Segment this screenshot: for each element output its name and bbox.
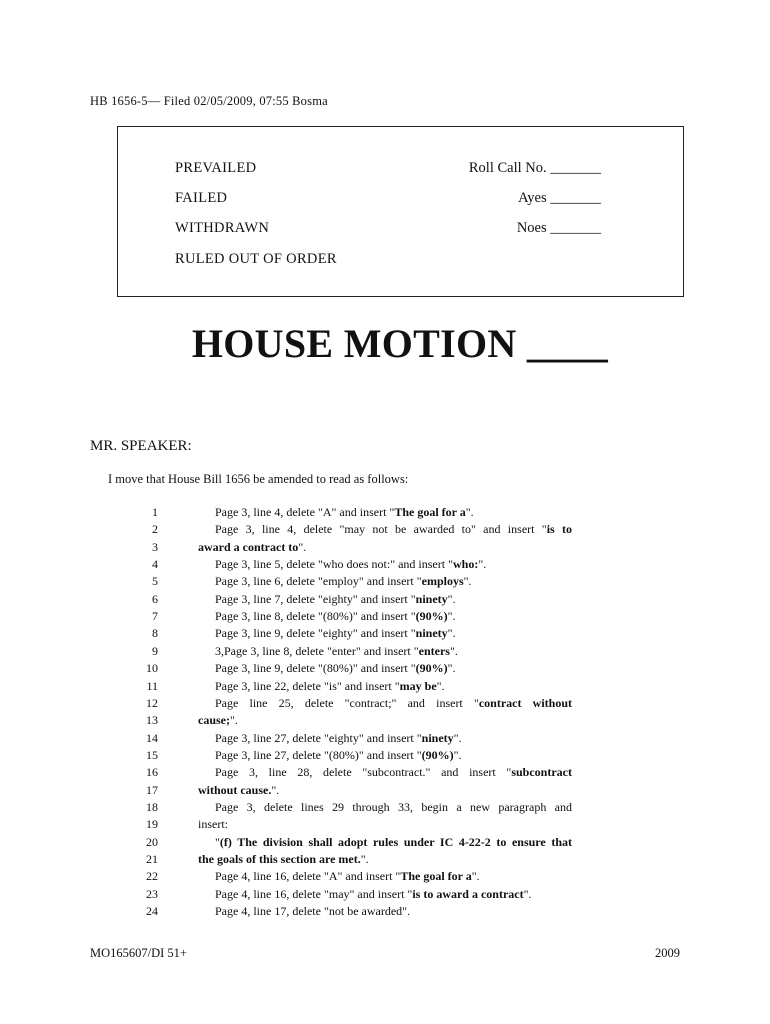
line-number: 12	[146, 695, 158, 710]
inserted-text: subcontract	[511, 765, 572, 780]
status-failed: FAILED	[175, 190, 228, 206]
inserted-text: ninety	[415, 626, 448, 641]
line-text	[198, 713, 572, 728]
line-number: 3	[152, 539, 158, 554]
numbered-line	[0, 713, 770, 730]
line-text	[215, 644, 572, 659]
inserted-text: is to award a contract	[412, 886, 524, 901]
line-number: 8	[152, 626, 158, 641]
salutation: MR. SPEAKER:	[90, 438, 192, 454]
inserted-text: The goal for a	[400, 869, 472, 884]
numbered-line	[0, 887, 770, 904]
line-number: 17	[146, 782, 158, 797]
roll-call-number: Roll Call No. _______	[468, 160, 601, 176]
amendment-text: ".	[449, 643, 458, 658]
line-number: 7	[152, 609, 158, 624]
line-text	[215, 557, 572, 572]
numbered-line	[0, 835, 770, 852]
line-number: 18	[146, 799, 158, 814]
line-text	[215, 696, 572, 711]
numbered-line	[0, 800, 770, 817]
line-text	[215, 626, 572, 641]
page-title: HOUSE MOTION ____	[191, 321, 609, 366]
amendment-text: Page 3, line 28, delete "subcontract." and insert "	[215, 765, 512, 780]
amendment-text: ".	[436, 678, 445, 693]
line-number: 15	[146, 747, 158, 762]
document-id: MO165607/DI 51+	[90, 946, 187, 960]
inserted-text: employs	[421, 574, 464, 589]
amendment-text: Page 3, line 4, delete "A" and insert "	[215, 505, 395, 519]
line-text	[215, 748, 572, 763]
line-number: 20	[146, 834, 158, 849]
line-number: 11	[146, 678, 158, 693]
numbered-line	[0, 522, 770, 539]
amendment-text: ".	[447, 661, 456, 676]
numbered-line	[0, 817, 770, 834]
line-text	[215, 904, 572, 919]
numbered-line	[0, 696, 770, 713]
amendment-text: ".	[463, 574, 472, 589]
amendment-text: ".	[360, 852, 369, 866]
numbered-line	[0, 679, 770, 696]
amendment-text: Page 3, line 6, delete "employ" and insert "	[215, 574, 422, 589]
inserted-text: contract without	[478, 695, 573, 710]
line-number: 5	[152, 574, 158, 589]
amendment-text: Page 3, line 27, delete "eighty" and insert "	[215, 730, 422, 745]
line-text	[215, 574, 572, 589]
line-number: 16	[146, 765, 158, 780]
amendment-text: ".	[471, 869, 480, 884]
amendment-text: Page 3, line 8, delete "(80%)" and insert "	[215, 609, 416, 624]
line-text	[215, 679, 572, 694]
inserted-text: (f) The division shall adopt rules under IC 4-22-2 to ensure that	[219, 834, 572, 849]
line-text	[215, 609, 572, 624]
line-text	[198, 540, 572, 555]
amendment-text: ".	[447, 626, 456, 641]
numbered-line	[0, 731, 770, 748]
noes-count: Noes _______	[516, 220, 601, 236]
amendment-text: ".	[453, 747, 462, 762]
numbered-line	[0, 904, 770, 921]
inserted-text: ninety	[421, 730, 454, 745]
line-text	[198, 817, 572, 832]
line-number: 2	[152, 522, 158, 537]
inserted-text: is to	[546, 522, 572, 537]
numbered-line	[0, 869, 770, 886]
amendment-text: ".	[465, 505, 474, 519]
amendment-text: ".	[447, 591, 456, 606]
motion-intro: I move that House Bill 1656 be amended to read as follows:	[108, 472, 409, 486]
amendment-text: ".	[230, 713, 238, 728]
status-prevailed: PREVAILED	[175, 160, 257, 176]
line-number: 1	[152, 505, 158, 519]
inserted-text: award a contract to	[198, 539, 299, 554]
numbered-line	[0, 626, 770, 643]
status-withdrawn: WITHDRAWN	[175, 220, 270, 236]
inserted-text: (90%)	[421, 747, 454, 762]
amendment-text: 3,Page 3, line 8, delete "enter" and insert "	[215, 643, 419, 658]
inserted-text: without cause.	[198, 782, 272, 797]
line-text	[215, 869, 572, 884]
amendment-text: "	[215, 834, 220, 849]
amendment-text: Page 3, line 22, delete "is" and insert "	[215, 678, 400, 693]
line-number: 19	[146, 817, 158, 832]
amendment-text: Page 3, line 9, delete "(80%)" and insert "	[215, 661, 416, 676]
numbered-line	[0, 644, 770, 661]
amendment-text: Page 4, line 17, delete "not be awarded".	[215, 904, 411, 919]
footer-year: 2009	[655, 946, 680, 960]
amendment-text: Page 3, delete lines 29 through 33, begin a new paragraph and	[215, 799, 572, 814]
ayes-count: Ayes _______	[518, 190, 601, 206]
status-ruled-out-of-order: RULED OUT OF ORDER	[175, 251, 337, 267]
amendment-text: ".	[453, 730, 462, 745]
amendment-text: ".	[523, 886, 532, 901]
inserted-text: The goal for a	[394, 505, 466, 519]
line-text	[215, 731, 572, 746]
line-text	[215, 522, 572, 537]
line-text	[215, 505, 572, 520]
numbered-line	[0, 783, 770, 800]
line-number: 24	[146, 904, 158, 919]
line-number: 4	[152, 557, 158, 572]
amendment-text: Page 3, line 27, delete "(80%)" and insert "	[215, 747, 422, 762]
inserted-text: (90%)	[415, 609, 448, 624]
amendment-text: Page 3, line 5, delete "who does not:" and insert "	[215, 557, 453, 572]
line-number: 10	[146, 661, 158, 676]
numbered-line	[0, 852, 770, 869]
line-number: 9	[152, 643, 158, 658]
numbered-line	[0, 557, 770, 574]
line-text	[198, 783, 572, 798]
amendment-text: Page 3, line 4, delete "may not be awarded to" and insert "	[215, 522, 547, 537]
line-text	[215, 661, 572, 676]
amendment-text: Page 4, line 16, delete "A" and insert "	[215, 869, 401, 884]
amendment-text: Page line 25, delete "contract;" and insert "	[215, 695, 479, 710]
line-text	[215, 592, 572, 607]
inserted-text: (90%)	[415, 661, 448, 676]
amendment-text: ".	[478, 557, 487, 572]
line-text	[215, 887, 572, 902]
inserted-text: who:	[452, 557, 479, 572]
numbered-line	[0, 765, 770, 782]
inserted-text: enters	[418, 643, 450, 658]
inserted-text: may be	[399, 678, 437, 693]
numbered-line	[0, 505, 770, 522]
amendment-text: Page 4, line 16, delete "may" and insert "	[215, 886, 413, 901]
inserted-text: the goals of this section are met.	[198, 852, 361, 866]
numbered-line	[0, 592, 770, 609]
numbered-line	[0, 748, 770, 765]
line-number: 21	[146, 852, 158, 866]
amendment-text: Page 3, line 9, delete "eighty" and insert "	[215, 626, 416, 641]
line-text	[215, 765, 572, 780]
amendment-text: Page 3, line 7, delete "eighty" and insert "	[215, 591, 416, 606]
numbered-line	[0, 574, 770, 591]
inserted-text: ninety	[415, 591, 448, 606]
line-number: 6	[152, 591, 158, 606]
amendment-text: insert:	[198, 817, 228, 832]
vote-status-box	[117, 126, 684, 297]
amendment-text: ".	[447, 609, 456, 624]
numbered-line	[0, 609, 770, 626]
amendment-text: ".	[298, 539, 307, 554]
line-number: 23	[146, 886, 158, 901]
filing-header: HB 1656-5— Filed 02/05/2009, 07:55 Bosma	[90, 94, 328, 108]
line-number: 13	[146, 713, 158, 728]
line-text	[198, 852, 572, 867]
line-number: 22	[146, 869, 158, 884]
line-text	[215, 835, 572, 850]
amendment-text: ".	[271, 782, 280, 797]
line-text	[215, 800, 572, 815]
inserted-text: cause;	[198, 713, 230, 728]
numbered-line	[0, 540, 770, 557]
line-number: 14	[146, 730, 158, 745]
numbered-line	[0, 661, 770, 678]
